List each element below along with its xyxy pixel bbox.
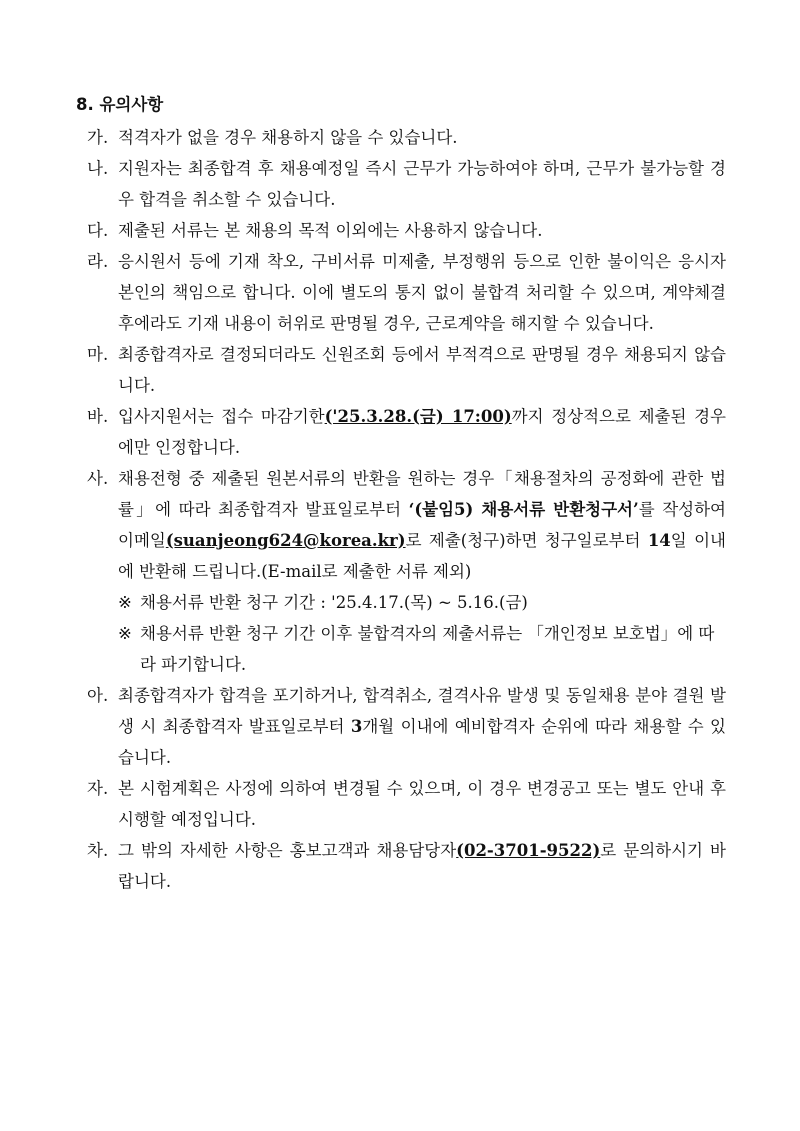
- reference-mark-icon: ※: [118, 593, 132, 612]
- deadline-text: ('25.3.28.(금) 17:00): [324, 407, 512, 426]
- item-marker: 사.: [87, 469, 109, 488]
- item-text: 본 시험계획은 사정에 의하여 변경될 수 있으며, 이 경우 변경공고 또는 별도 안내 후 시행할 예정입니다.: [118, 779, 726, 829]
- item-marker: 라.: [87, 252, 109, 271]
- item-marker: 가.: [87, 128, 109, 147]
- item-marker: 자.: [87, 779, 109, 798]
- item-text-part: 채용전형 중 제출된 원본서류의 반환을 원하는 경우「채용절차의 공정화에 관한 법률」에 따라 최종합격자 발표일로부터: [118, 469, 726, 519]
- item-text: [118, 401, 726, 463]
- list-item: [0, 215, 800, 246]
- section-title: 8. 유의사항: [76, 95, 164, 114]
- email-exclusion: (E-mail로 제출한 서류 제외): [261, 562, 472, 581]
- item-text: 응시원서 등에 기재 착오, 구비서류 미제출, 부정행위 등으로 인한 불이익은 응시자 본인의 책임으로 합니다. 이에 별도의 통지 없이 불합격 처리할 수 있으며, 계약체결 후에라도 기재 내용이 허위로 판명될 경우, 근로계약을 해지할 수 있습니다.: [118, 252, 726, 333]
- list-item: [0, 463, 800, 587]
- months-value: 3: [350, 717, 363, 736]
- item-text-part: 까지 정상적으로 제출된 경우에만 인정합니다.: [118, 407, 726, 457]
- item-text-part: 로 문의하시기 바랍니다.: [118, 841, 726, 891]
- reference-mark-icon: ※: [118, 624, 132, 643]
- list-item: [0, 122, 800, 153]
- list-item: [0, 246, 800, 339]
- item-text: 최종합격자로 결정되더라도 신원조회 등에서 부적격으로 판명될 경우 채용되지 않습니다.: [118, 345, 726, 395]
- note-line: [0, 618, 800, 680]
- list-item: [0, 401, 800, 463]
- item-text: 지원자는 최종합격 후 채용예정일 즉시 근무가 가능하여야 하며, 근무가 불가능할 경우 합격을 취소할 수 있습니다.: [118, 159, 726, 209]
- item-marker: 아.: [87, 686, 109, 705]
- item-text-part: 그 밖의 자세한 사항은 홍보고객과 채용담당자: [118, 841, 457, 860]
- note-text: 채용서류 반환 청구 기간 이후 불합격자의 제출서류는 「개인정보 보호법」에 따라 파기합니다.: [140, 624, 715, 674]
- item-text: [118, 835, 726, 897]
- notice-list: [0, 122, 800, 897]
- list-item: [0, 680, 800, 773]
- item-text: [118, 463, 726, 587]
- item-marker: 마.: [87, 345, 109, 364]
- item-text: 적격자가 없을 경우 채용하지 않을 수 있습니다.: [118, 128, 458, 147]
- note-line: [0, 587, 800, 618]
- note-text: 채용서류 반환 청구 기간 : '25.4.17.(목) ~ 5.16.(금): [140, 593, 528, 612]
- item-marker: 다.: [87, 221, 109, 240]
- form-name: ‘(붙임5) 채용서류 반환청구서’: [408, 500, 639, 519]
- phone-number[interactable]: (02-3701-9522): [456, 841, 601, 860]
- item-text-part: 최종합격자가 합격을 포기하거나, 합격취소, 결격사유 발생 및 동일채용 분야 결원 발생 시 최종합격자 발표일로부터: [118, 686, 726, 736]
- item-text-part: 일 이내에 반환해 드립니다.: [118, 531, 726, 581]
- item-text-part: 개월 이내에 예비합격자 순위에 따라 채용할 수 있습니다.: [118, 717, 727, 767]
- list-item: [0, 773, 800, 835]
- item-text: [118, 680, 726, 773]
- item-marker: 나.: [87, 159, 109, 178]
- return-days: 14: [647, 531, 671, 550]
- item-text-part: 입사지원서는 접수 마감기한: [118, 407, 325, 426]
- item-marker: 바.: [87, 407, 109, 426]
- email-link[interactable]: (suanjeong624@korea.kr): [165, 531, 406, 550]
- list-item: [0, 153, 800, 215]
- list-item: [0, 835, 800, 897]
- item-text-part: 로 제출(청구)하면 청구일로부터: [405, 531, 648, 550]
- item-text: 제출된 서류는 본 채용의 목적 이외에는 사용하지 않습니다.: [118, 221, 543, 240]
- list-item: [0, 339, 800, 401]
- item-marker: 차.: [87, 841, 109, 860]
- item-text-part: 를 작성하여 이메일: [118, 500, 726, 550]
